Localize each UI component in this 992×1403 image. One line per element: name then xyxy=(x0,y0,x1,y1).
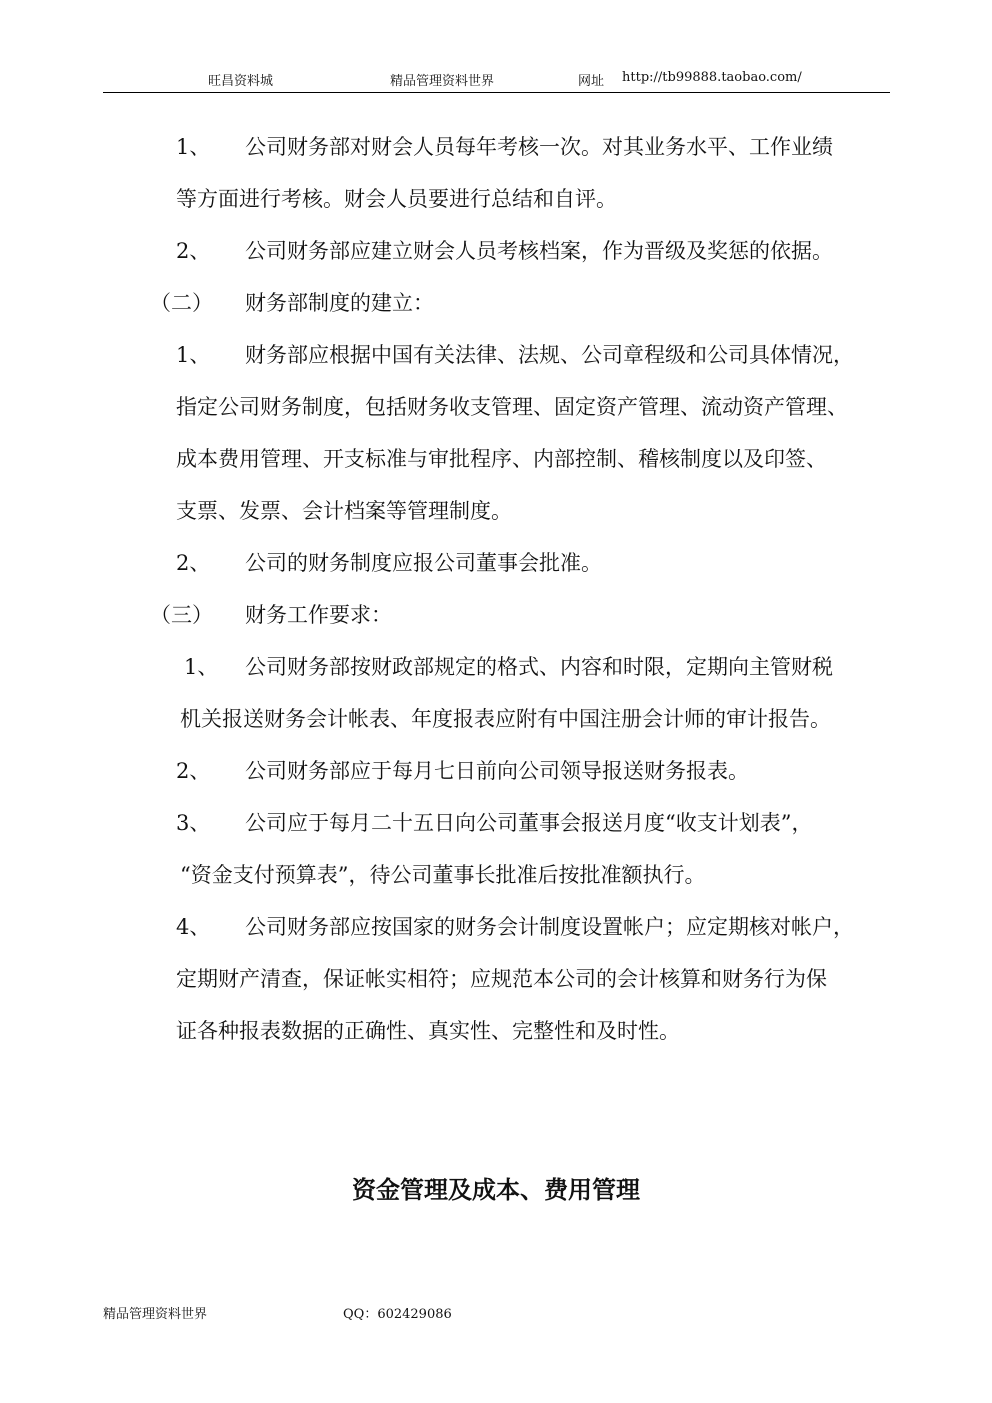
footer-site-name: 精品管理资料世界 xyxy=(103,1307,208,1322)
line-text: 公司财务部应按国家的财务会计制度设置帐户；应定期核对帐户， xyxy=(245,915,854,939)
line-text: 财务部应根据中国有关法律、法规、公司章程级和公司具体情况， xyxy=(245,343,854,367)
section-number: （二） xyxy=(150,291,213,315)
item-number: 1、 xyxy=(176,135,211,159)
item-number: 3、 xyxy=(176,811,211,835)
line-text: “资金支付预算表”，待公司董事长批准后按批准额执行。 xyxy=(180,863,706,887)
line-text: 成本费用管理、开支标准与审批程序、内部控制、稽核制度以及印签、 xyxy=(176,447,827,471)
footer-qq: QQ：602429086 xyxy=(343,1307,452,1322)
line-text: 公司应于每月二十五日向公司董事会报送月度“收支计划表”， xyxy=(245,811,813,835)
header-site-name: 旺昌资料城 xyxy=(208,74,274,89)
item-number: 2、 xyxy=(176,759,211,783)
section-heading-text: 财务部制度的建立： xyxy=(245,291,434,315)
line-text: 机关报送财务会计帐表、年度报表应附有中国注册会计师的审计报告。 xyxy=(180,707,831,731)
item-number: 2、 xyxy=(176,239,211,263)
header-title: 精品管理资料世界 xyxy=(390,74,495,89)
line-text: 公司财务部应建立财会人员考核档案，作为晋级及奖惩的依据。 xyxy=(245,239,833,263)
item-number: 4、 xyxy=(176,915,211,939)
line-text: 指定公司财务制度，包括财务收支管理、固定资产管理、流动资产管理、 xyxy=(176,395,848,419)
item-number: 2、 xyxy=(176,551,211,575)
line-text: 公司财务部按财政部规定的格式、内容和时限，定期向主管财税 xyxy=(245,655,833,679)
section-heading-text: 财务工作要求： xyxy=(245,603,392,627)
line-text: 公司财务部对财会人员每年考核一次。对其业务水平、工作业绩 xyxy=(245,135,833,159)
line-text: 等方面进行考核。财会人员要进行总结和自评。 xyxy=(176,187,617,211)
page-footer xyxy=(0,1303,992,1323)
item-number: 1、 xyxy=(184,655,219,679)
line-text: 支票、发票、会计档案等管理制度。 xyxy=(176,499,512,523)
header-divider xyxy=(103,92,890,93)
line-text: 公司财务部应于每月七日前向公司领导报送财务报表。 xyxy=(245,759,749,783)
line-text: 定期财产清查，保证帐实相符；应规范本公司的会计核算和财务行为保 xyxy=(176,967,827,991)
section-title: 资金管理及成本、费用管理 xyxy=(352,1176,640,1204)
item-number: 1、 xyxy=(176,343,211,367)
section-number: （三） xyxy=(150,603,213,627)
page-header xyxy=(0,70,992,92)
line-text: 公司的财务制度应报公司董事会批准。 xyxy=(245,551,602,575)
header-url[interactable]: http://tb99888.taobao.com/ xyxy=(622,70,802,85)
line-text: 证各种报表数据的正确性、真实性、完整性和及时性。 xyxy=(176,1019,680,1043)
header-url-label: 网址 xyxy=(578,74,605,89)
